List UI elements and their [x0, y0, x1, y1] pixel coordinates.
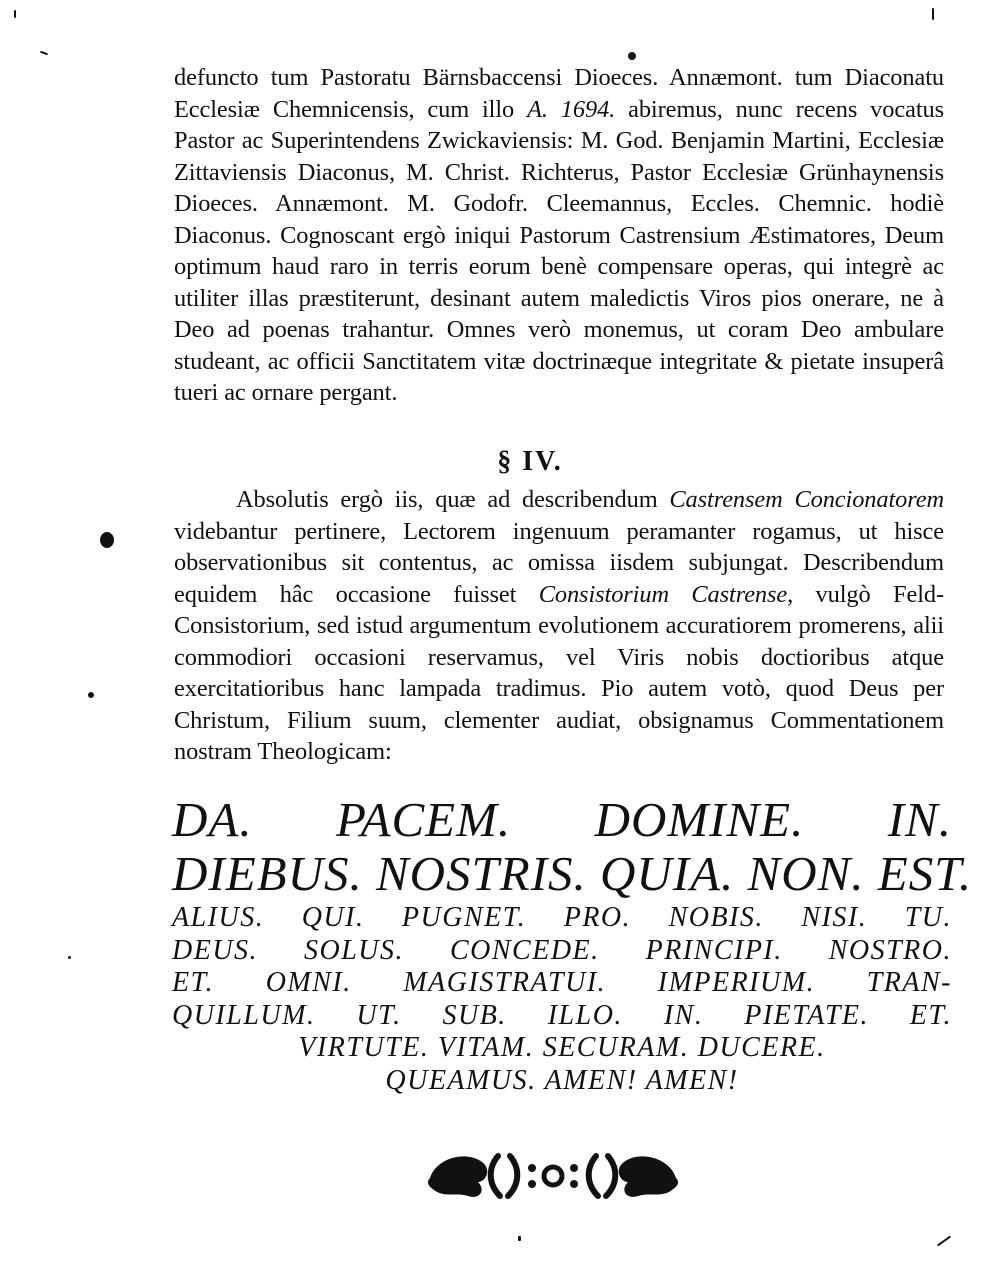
- prayer-small-lines: [172, 902, 952, 1097]
- prayer-line: QUILLUM. UT. SUB. ILLO. IN. PIETATE. ET.: [172, 999, 952, 1031]
- ink-speck: [88, 692, 94, 698]
- ink-speck: [932, 8, 934, 20]
- ink-speck: [628, 52, 636, 60]
- section-heading-text: § IV.: [497, 446, 563, 477]
- paragraph-1-text-a: defuncto tum Pastoratu Bärnsbaccensi Dioeces. Annæmont. tum Diaconatu Ecclesiæ Chemnicensis, cum illo: [174, 64, 944, 123]
- prayer-line: DA. PACEM. DOMINE. IN.: [172, 792, 952, 847]
- ink-speck: [40, 51, 48, 56]
- paragraph-2-italic-b: Consistorium Castrense: [538, 580, 788, 608]
- prayer-line: QUEAMUS. AMEN! AMEN!: [385, 1064, 739, 1096]
- prayer-line: VIRTUTE. VITAM. SECURAM. DUCERE.: [298, 1032, 826, 1063]
- ink-speck: [937, 1236, 951, 1247]
- paragraph-2: [174, 484, 944, 768]
- ink-speck: [14, 10, 16, 18]
- paragraph-2-text-c: , vulgò Feld-Consistorium, sed istud argumentum evolutionem accuratiorem promerens, alii commodiori occasioni reservamus, vel Viris nobis doctioribus atque exercitatioribus hanc lampada tradimus. Pio autem votò, quod Deus per Christum, Filium suum, clementer audiat, obsignamus Commentationem nostram Theologicam:: [174, 580, 944, 765]
- paragraph-1-year: A. 1694.: [527, 95, 616, 123]
- prayer-line: ET. OMNI. MAGISTRATUI. IMPERIUM. TRAN-: [172, 967, 952, 998]
- paragraph-2-text-b: videbantur pertinere, Lectorem ingenuum peramanter rogamus, ut hisce observationibus sit contentus, ac omissa iisdem subjungat. Describendum equidem hâc occasione fuisset: [174, 517, 944, 608]
- section-heading: [0, 446, 1000, 478]
- prayer-line: DEUS. SOLUS. CONCEDE. PRINCIPI. NOSTRO.: [172, 934, 952, 966]
- fleuron-tailpiece-icon: [422, 1138, 684, 1208]
- paragraph-1-text-b: abiremus, nunc recens vocatus Pastor ac Superintendens Zwickaviensis: M. God. Benjamin Martini, Ecclesiæ Zittaviensis Diaconus, M. Christ. Richterus, Pastor Ecclesiæ Grünhaynensis Dioeces. Annæmont. M. Godofr. Cleemannus, Eccles. Chemnic. hodiè Diaconus. Cognoscant ergò iniqui Pastorum Castrensium Æstimatores, Deum optimum haud raro in terris eorum benè compensare operas, qui integrè ac utiliter illas præstiterunt, desinant autem maledictis Viros pios onerare, ne à Deo ad poenas trahantur. Omnes verò monemus, ut coram Deo ambulare studeant, ac officii Sanctitatem vitæ doctrinæque integritate & pietate insuperâ tueri ac ornare pergant.: [174, 95, 944, 406]
- ink-speck: [68, 956, 71, 959]
- prayer-line: DIEBUS. NOSTRIS. QUIA. NON. EST.: [172, 846, 973, 901]
- prayer-large-lines: [172, 792, 973, 901]
- prayer-line: ALIUS. QUI. PUGNET. PRO. NOBIS. NISI. TU.: [172, 902, 952, 933]
- ink-speck: [100, 532, 114, 548]
- paragraph-2-italic-a: Castrensem Concionatorem: [669, 486, 944, 513]
- paragraph-2-text-a: Absolutis ergò iis, quæ ad describendum: [236, 486, 670, 513]
- paragraph-1: [174, 62, 944, 409]
- ink-speck: [518, 1236, 521, 1241]
